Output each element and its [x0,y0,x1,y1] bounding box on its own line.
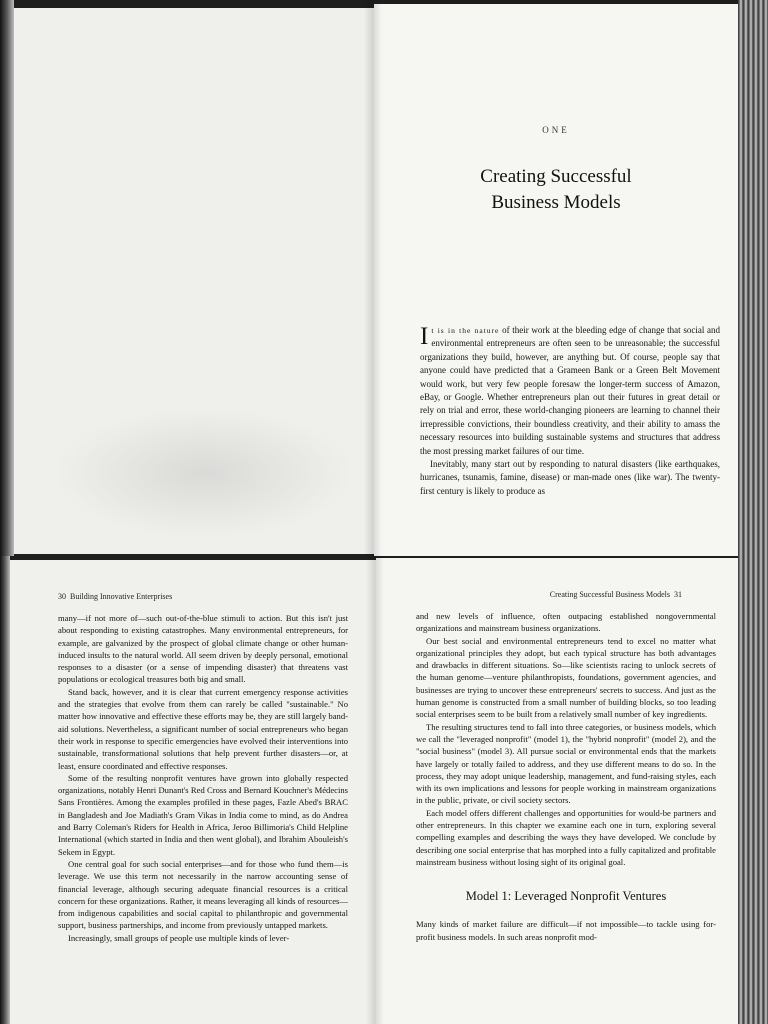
page-31 [376,558,740,1024]
page-30 [10,560,376,1024]
book-page-edges [738,556,768,1024]
right-paragraph-1: and new levels of influence, often outpacing established nongovernmental organizations and mainstream business organizations. [416,611,716,634]
left-page-number: 30 [58,592,66,601]
spine-gutter [364,0,382,556]
opener-paragraph-1-text: of their work at the bleeding edge of change that social and environmental entrepreneurs are often seen to be unreasonable; the successful organizations they build, however, are anything but. Of course, people say that anyone could have predicted that a Grameen Bank or a Green Belt Movement would work, but very few people foresaw the longer-term success of Amazon, eBay, or Google. Whether entrepreneurs plan out their futures in great detail or rely on trial and error, these world-changing pioneers are learning to channel their irrepressible convictions, their boundless creativity, and their ability to amass the necessary resources into building sustainable systems and structures that address the most pressing market failures of our time. [420,325,721,456]
left-running-title: Building Innovative Enterprises [70,592,173,601]
right-page-number: 31 [674,590,682,599]
chapter-title-line-2: Business Models [491,192,621,213]
book-left-edge [0,0,14,556]
section-heading: Model 1: Leveraged Nonprofit Ventures [465,889,667,904]
opener-paragraph-1 [420,324,720,458]
drop-cap: I [420,323,429,350]
right-paragraph-4: Each model offers different challenges and opportunities for would-be partners and other entrepreneurs. In this chapter we examine each one in turn, exploring several compelling examples and describing the ways they have developed. We conclude by describing one social enterprise that has morphed into a fully capitalized and profitable mainstream business without losing sight of its original goal. [416,807,716,867]
bottom-book-spread [0,556,768,1024]
right-paragraph-5: Many kinds of market failure are difficult—if not impossible—to tackle using for-profit business models. In such areas nonprofit mod- [416,919,716,942]
right-paragraph-2: Our best social and environmental entrepreneurs tend to excel no matter what organizational principles they adopt, but each typical structure has both advantages and drawbacks in different situations. So—like scientists racing to unlock secrets of the human genome—venture philanthropists, foundations, government agencies, and businesses are trying to uncover these entrepreneurs' secrets to success. And just as the human genome is constructed from a small number of building blocks, so too leading social enterprises seem to be built from a relatively small number of key ingredients. [416,635,716,720]
left-page-body [58,612,348,944]
chapter-title-line-1: Creating Successful [480,166,632,187]
left-running-head [58,592,172,601]
book-left-edge [0,556,10,1024]
spine-gutter [366,556,384,1024]
opener-lead-in: t is in the nature [431,326,500,335]
left-paragraph-4: One central goal for such social enterprises—and for those who fund them—is leverage. We use this term not necessarily in the narrow accounting sense of financial leverage, although securing adequate financial resources is a critical concern for these organizations. Rather, it means leveraging all kinds of resources—from indigenous capabilities and social capital to philanthropic and governmental support, business partnerships, and income from previously untapped markets. [58,858,348,931]
chapter-title [374,164,738,216]
blank-verso-page [14,8,374,554]
right-running-head [550,590,682,599]
right-paragraph-3: The resulting structures tend to fall into three categories, or business models, which we call the "leveraged nonprofit" (model 1), the "hybrid nonprofit" (model 2), and the "social business" (model 3). All pursue social or environmental ends that the markets have largely or totally failed to address, and they use different means to do so. In the process, they may adopt unique leadership, management, and fund-raising styles, each with its own implications and lessons for people working in mainstream organizations in the public, private, or civil society sectors. [416,721,716,806]
right-page-body [416,610,716,943]
right-running-title: Creating Successful Business Models [549,590,670,599]
opener-body-text [420,324,720,498]
left-paragraph-5: Increasingly, small groups of people use multiple kinds of lever- [68,932,290,943]
left-paragraph-2: Stand back, however, and it is clear that current emergency response activities and the strategies that evolve from them can rarely be called "sustainable." No matter how innovative and effective these efforts may be, they are still largely band-aid solutions. Nevertheless, a significant number of social entrepreneurs who began their work in response to specific emergencies have evolved their interventions into sustainable, transformational solutions that help prevent further disasters—or, at least, ensure coordinated and effective responses. [58,686,348,771]
page-smudge [54,408,354,538]
left-paragraph-3: Some of the resulting nonprofit ventures have grown into globally respected organizations, notably Henri Dunant's Red Cross and Bernard Kouchner's Médecins Sans Frontières. Among the examples profiled in these pages, Fazle Abed's BRAC in Bangladesh and Joe Madiath's Gram Vikas in India come to mind, as do Andrea and Barry Coleman's Riders for Health in Africa, Jeroo Billimoria's Child Helpline International (which started in India and then went global), and Ibrahim Abouleish's Sekem in Egypt. [58,772,348,857]
chapter-opener-page [374,4,738,556]
book-page-edges [738,0,768,556]
left-paragraph-1: many—if not more of—such out-of-the-blue stimuli to action. But this isn't just about responding to existing catastrophes. Many environmental entrepreneurs, for example, are galvanized by the prospect of global climate change or other human-induced insults to the natural world. All seem driven by deeply personal, emotional responses to a disaster (or a sense of impending disaster) that threatens vast populations or ecological treasures both big and small. [58,613,348,685]
opener-paragraph-2: Inevitably, many start out by responding to natural disasters (like earthquakes, hurricanes, tsunamis, famine, disease) or man-made ones (like war). The twenty-first century is likely to produce as [420,459,720,496]
chapter-number: ONE [542,125,570,135]
